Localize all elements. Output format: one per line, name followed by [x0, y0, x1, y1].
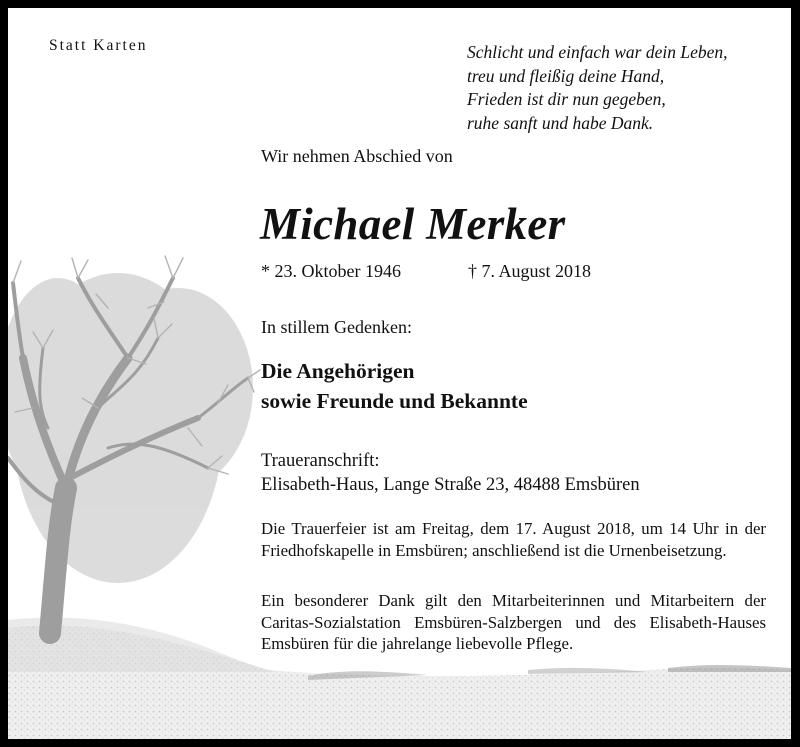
address-text: Elisabeth-Haus, Lange Straße 23, 48488 Emsbüren: [261, 475, 640, 495]
poem-line: Schlicht und einfach war dein Leben,: [467, 42, 728, 62]
funeral-paragraph: Die Trauerfeier ist am Freitag, dem 17. August 2018, um 14 Uhr in der Friedhofskapelle in Emsbüren; anschließend ist die Urnenbeisetzung.: [261, 519, 766, 560]
poem-line: treu und fleißig deine Hand,: [467, 65, 665, 86]
mourning-address: [261, 449, 640, 497]
intro-text: Wir nehmen Abschied von: [261, 146, 453, 166]
mourners-line: Die Angehörigen: [261, 359, 415, 383]
mourners-line: sowie Freunde und Bekannte: [261, 389, 528, 413]
thanks-paragraph: Ein besonderer Dank gilt den Mitarbeiterinnen und Mitarbeitern der Caritas-Sozialstation Emsbüren-Salzbergen und des Elisabeth-Hauses Emsbüren für die jahrelange liebevolle Pflege.: [261, 591, 766, 653]
address-label: Traueranschrift:: [261, 451, 380, 471]
deceased-name: Michael Merker: [260, 199, 566, 249]
statt-karten-label: Statt Karten: [49, 37, 148, 54]
remembrance-text: In stillem Gedenken:: [261, 317, 412, 337]
poem-line: ruhe sanft und habe Dank.: [467, 113, 654, 134]
poem-line: Frieden ist dir nun gegeben,: [467, 89, 666, 110]
obituary-card: [8, 8, 791, 739]
birth-date: * 23. Oktober 1946: [261, 261, 401, 281]
mourners: [261, 356, 528, 416]
death-date: † 7. August 2018: [468, 261, 592, 281]
poem: [467, 41, 728, 136]
